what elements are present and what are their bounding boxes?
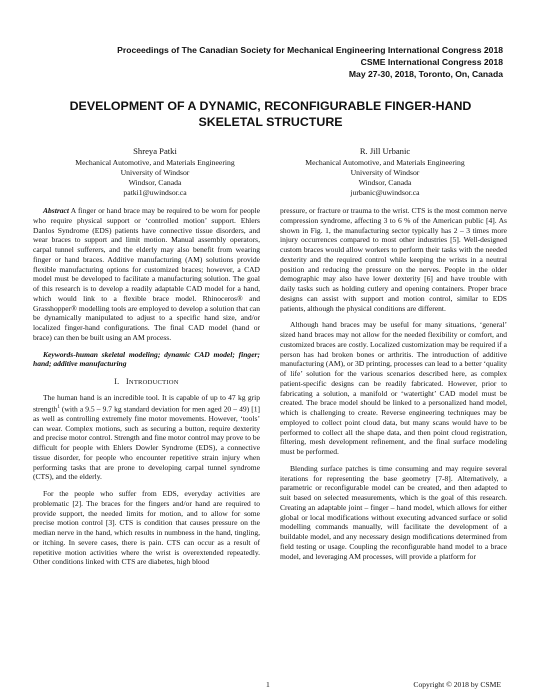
section-heading-first: I: [125, 377, 129, 386]
section-heading-rest: NTRODUCTION: [128, 379, 179, 386]
abstract-label: Abstract: [43, 206, 69, 215]
author-name: R. Jill Urbanic: [359, 146, 411, 156]
right-paragraph-2: Although hand braces may be useful for many situations, ‘general’ sized hand braces may not allow for the needed flexibility or comfort, and customized braces are costly. Localized customization may be required if a person has had broken bones or arthritis. The introduction of additive manufacturing (AM), or 3D printing, processes can lead to a better ‘quality of life’ solution for the various scenarios described here, as complex patient-specific designs can be readily fabricated. However, prior to fabricating a solution, a manifold or ‘watertight’ CAD model must be created. The brace model should be linked to a personalized hand model, which is challenging to create. Reverse engineering techniques may be employed to collect point cloud data, but many scans would have to be performed to collect all the shape data, and then point cloud registration, filtering, mesh development refinement, and the final surface modeling must be performed.: [280, 320, 507, 456]
title-line-2: SKELETAL STRUCTURE: [198, 115, 343, 129]
abstract-text: A finger or hand brace may be required to be worn for people who require physical support or ‘controlled motion’ support. Ehlers Danlos Syndrome (EDS) patients have connective tissue disorders, and wear braces to support and limit motion. Manual assembly operators, carpal tunnel sufferers, and the elderly may also benefit from wearing finger or hand braces. Additive manufacturing (AM) solutions provide flexible manufacturing options for customized braces; however, a CAD model must be developed to facilitate a manufacturing solution. The goal of this research is to develop a readily adaptable CAD model for a hand, which would link to a flexible brace model. Rhinoceros® and Grasshopper® modelling tools are employed to develop a solution that can be dynamically manipulated to adjust to a specific hand size, and/or localized finger-hand configurations. The final CAD model (hand or brace) can then be built using an AM process.: [33, 206, 260, 342]
author-block-2: [270, 146, 500, 198]
title-line-1: DEVELOPMENT OF A DYNAMIC, RECONFIGURABLE FINGER-HAND: [69, 99, 472, 113]
section-numeral: I.: [114, 377, 120, 386]
paper-title: [50, 98, 491, 130]
right-paragraph-3: Blending surface patches is time consuming and may require several iterations for representing the base geometry [7-8]. Alternatively, a parametric or reconfigurable model can be created, and then adapted to suit based on selected measurements, which is the goal of this research. Creating an adaptable joint – finger – hand model, which allows for either global or local modifications without executing advanced surface or solid modelling commands manually, will facilitate the development of a buildable model, and any necessary design modifications determined from field testing or usage. Coupling the reconfigurable hand model to a brace model, and leveraging AM processes, will provide a platform for: [280, 463, 507, 561]
author-email: jurbanic@uwindsor.ca: [350, 188, 420, 197]
section-heading-introduction: [33, 377, 260, 388]
header-line-2: CSME International Congress 2018: [360, 57, 503, 67]
author-university: University of Windsor: [120, 168, 190, 177]
intro-paragraph-1-start: The human hand is an incredible tool. It is capable of up to 47 kg grip strength: [33, 392, 260, 414]
author-name: Shreya Patki: [133, 146, 177, 156]
intro-paragraph-2: For the people who suffer from EDS, everyday activities are problematic [2]. The braces for the fingers and/or hand are required to provide support, the needed limits for motion, and to allow for some precise motion control [3]. CTS is condition that causes pressure on the median nerve in the hand, which results in numbness in the hand, tingling, or itching. In severe cases, there is pain. CTS can occur as a result of repetitive motion activities where the wrist is overextended repeatedly. Other conditions linked with CTS are diabetes, high blood: [33, 489, 260, 567]
keywords: Keywords-human skeletal modeling; dynamic CAD model; finger; hand; additive manufacturing: [33, 349, 260, 369]
abstract: [33, 206, 260, 343]
footnote-marker: 1: [57, 404, 60, 410]
page-number: 1: [266, 680, 270, 689]
left-column: [33, 206, 260, 574]
author-department: Mechanical Automotive, and Materials Engineering: [305, 158, 465, 167]
author-city: Windsor, Canada: [358, 178, 412, 187]
right-column: [280, 206, 507, 568]
header-line-1: Proceedings of The Canadian Society for Mechanical Engineering International Congress 2018: [117, 45, 503, 55]
right-paragraph-1: pressure, or fracture or trauma to the wrist. CTS is the most common nerve compression syndrome, affecting 3 to 6 % of the American public [4]. As shown in Fig. 1, the manufacturing sector typically has 2 – 3 times more injury occurrences compared to most other industries [5]. Well-designed custom braces would allow workers to perform their tasks with the needed dexterity and the required control while keeping the wrists in a neutral position and reducing the pressure on the nerves. People in the older demographic may also have lower dexterity [6] and have trouble with daily tasks such as holding cutlery and opening containers. Proper brace designs can assist with support and motion control, similar to EDS patients, although the physical conditions are different.: [280, 206, 507, 313]
author-city: Windsor, Canada: [128, 178, 182, 187]
author-university: University of Windsor: [350, 168, 420, 177]
copyright: Copyright © 2018 by CSME: [413, 680, 501, 689]
author-department: Mechanical Automotive, and Materials Engineering: [75, 158, 235, 167]
proceedings-header: [83, 44, 503, 80]
author-block-1: [40, 146, 270, 198]
author-email: patki1@uwindsor.ca: [123, 188, 187, 197]
header-line-3: May 27-30, 2018, Toronto, On, Canada: [348, 69, 503, 79]
intro-paragraph-1-rest: (with a 9.5 – 9.7 kg standard deviation for men aged 20 – 49) [1] as well as controlling extremely fine motor movements. However, ‘tools’ can wear. Complex motions, such as securing a button, require dexterity and precise motor control. Strength and fine motor control may prove to be difficult for people with Ehlers Dowler Syndrome (EDS), a connective tissue disorder, for people who encounter repetitive strain injury when performing tasks that are prone to developing carpal tunnel syndrome (CTS), and the elderly.: [33, 404, 260, 482]
intro-paragraph-1: [33, 393, 260, 482]
